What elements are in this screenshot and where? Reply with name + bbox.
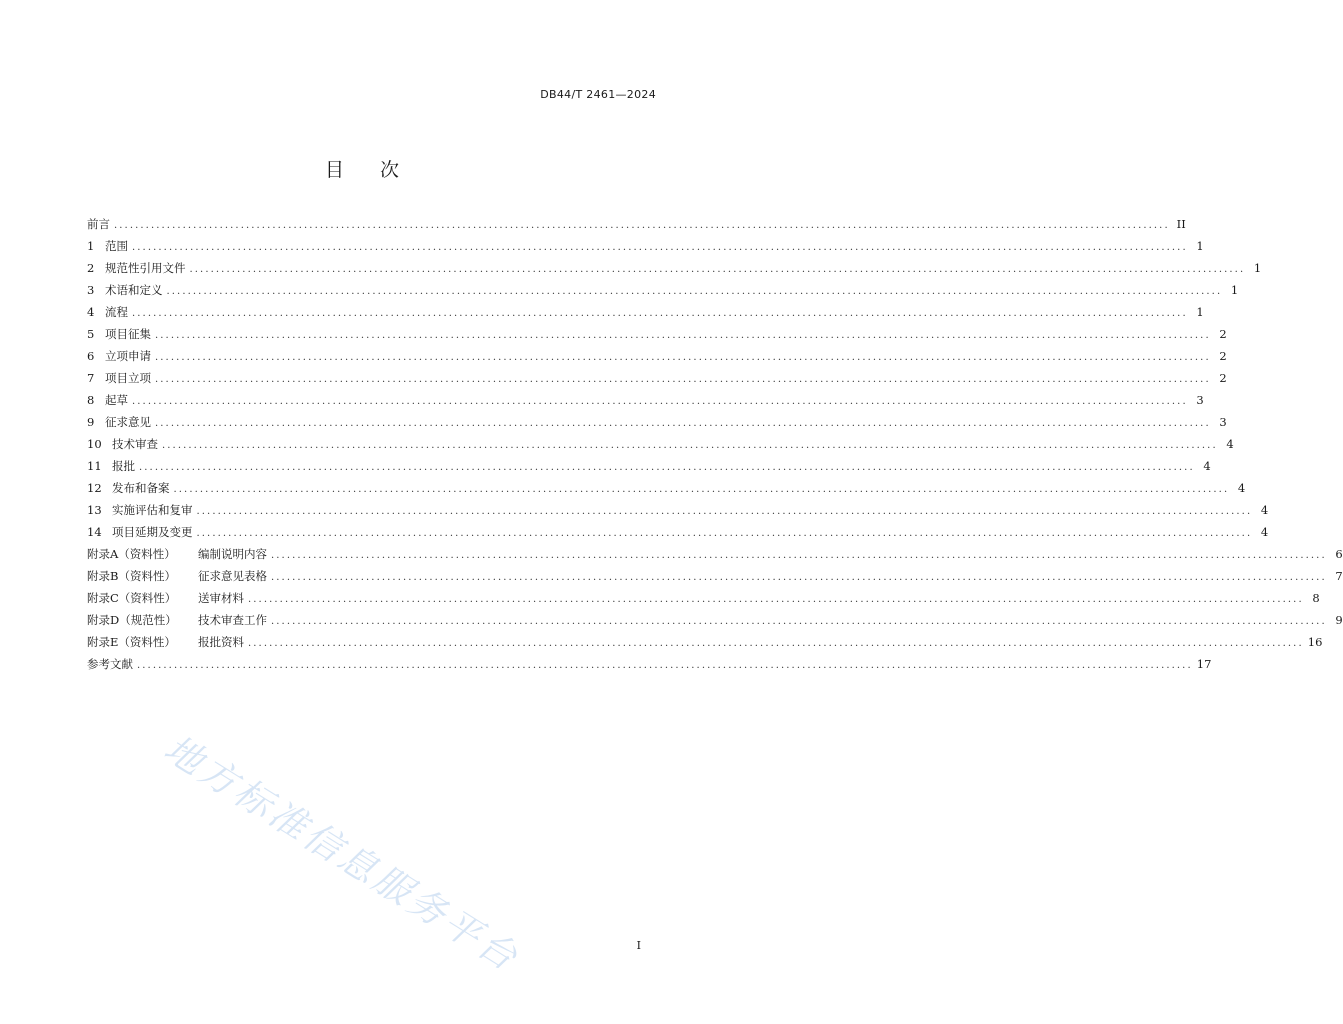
toc-entry-number: 4 bbox=[87, 305, 95, 319]
toc-entry-number: 11 bbox=[87, 459, 102, 473]
toc-entry-label: 前言 bbox=[87, 217, 110, 231]
toc-dot-leader: ........................................................................................................................................................................................................ bbox=[155, 352, 1211, 363]
toc-entry-label: 立项申请 bbox=[105, 349, 151, 363]
toc-entry-page: 17 bbox=[1196, 657, 1212, 671]
toc-entry[interactable] bbox=[87, 499, 1269, 521]
page-title: 目次 bbox=[324, 159, 435, 181]
toc-entry[interactable] bbox=[87, 301, 1204, 323]
toc-entry-annex[interactable] bbox=[87, 587, 1320, 609]
toc-entry-page: 6 bbox=[1335, 547, 1343, 561]
toc-entry-page: 3 bbox=[1196, 393, 1204, 407]
toc-entry-label: 技术审查工作 bbox=[198, 613, 267, 627]
toc-dot-leader: ........................................................................................................................................................................................................ bbox=[271, 616, 1327, 627]
toc-entry-annex[interactable] bbox=[87, 565, 1343, 587]
toc-entry[interactable] bbox=[87, 279, 1239, 301]
toc-entry-page: 1 bbox=[1230, 283, 1239, 297]
toc-entry-label: 实施评估和复审 bbox=[112, 503, 193, 517]
toc-entry[interactable] bbox=[87, 345, 1227, 367]
toc-entry-label: 流程 bbox=[105, 305, 128, 319]
toc-entry-label: 征求意见 bbox=[105, 415, 151, 429]
toc-entry-page: 7 bbox=[1335, 569, 1343, 583]
toc-entry-label: 项目延期及变更 bbox=[112, 525, 193, 539]
toc-entry-label: 送审材料 bbox=[198, 591, 244, 605]
toc-dot-leader: ........................................................................................................................................................................................................ bbox=[162, 440, 1218, 451]
toc-dot-leader: ........................................................................................................................................................................................................ bbox=[132, 396, 1188, 407]
toc-entry-page: 16 bbox=[1307, 635, 1323, 649]
toc-dot-leader: ........................................................................................................................................................................................................ bbox=[139, 462, 1195, 473]
toc-dot-leader: ........................................................................................................................................................................................................ bbox=[196, 528, 1253, 539]
toc-entry-number: 10 bbox=[87, 437, 102, 451]
toc-entry-label: 项目征集 bbox=[105, 327, 151, 341]
toc-entry-page: 9 bbox=[1335, 613, 1343, 627]
toc-entry-label: 征求意见表格 bbox=[198, 569, 267, 583]
toc-entry-page: 4 bbox=[1260, 525, 1269, 539]
toc-entry-label: 起草 bbox=[105, 393, 128, 407]
document-code: DB44/T 2461—2024 bbox=[540, 88, 656, 101]
toc-dot-leader: ........................................................................................................................................................................................................ bbox=[132, 308, 1188, 319]
toc-entry[interactable] bbox=[87, 433, 1234, 455]
toc-entry-page: 4 bbox=[1203, 459, 1211, 473]
toc-dot-leader: ........................................................................................................................................................................................................ bbox=[137, 660, 1193, 671]
toc-entry-label: 规范性引用文件 bbox=[105, 261, 186, 275]
toc-dot-leader: ........................................................................................................................................................................................................ bbox=[155, 374, 1211, 385]
toc-dot-leader: ........................................................................................................................................................................................................ bbox=[189, 264, 1246, 275]
toc-entry-page: 2 bbox=[1219, 349, 1227, 363]
toc-entry[interactable] bbox=[87, 213, 1186, 235]
toc-annex-number: 附录C（资料性） bbox=[87, 591, 177, 605]
toc-dot-leader: ........................................................................................................................................................................................................ bbox=[196, 506, 1253, 517]
toc-dot-leader: ........................................................................................................................................................................................................ bbox=[248, 594, 1304, 605]
toc-entry-page: 2 bbox=[1219, 327, 1227, 341]
toc-entry[interactable] bbox=[87, 521, 1269, 543]
toc-entry-page: 3 bbox=[1219, 415, 1227, 429]
toc-entry-number: 6 bbox=[87, 349, 95, 363]
toc-dot-leader: ........................................................................................................................................................................................................ bbox=[114, 220, 1170, 231]
toc-entry-number: 12 bbox=[87, 481, 102, 495]
toc-entry[interactable] bbox=[87, 477, 1246, 499]
toc-dot-leader: ........................................................................................................................................................................................................ bbox=[155, 330, 1211, 341]
page-number: I bbox=[636, 939, 641, 952]
toc-entry-page: 1 bbox=[1196, 239, 1204, 253]
toc-dot-leader: ........................................................................................................................................................................................................ bbox=[132, 242, 1188, 253]
toc-entry[interactable] bbox=[87, 257, 1262, 279]
toc-entry-page: 8 bbox=[1312, 591, 1320, 605]
toc-entry-page: II bbox=[1176, 217, 1186, 231]
toc-entry-label: 编制说明内容 bbox=[198, 547, 267, 561]
toc-entry-number: 7 bbox=[87, 371, 95, 385]
toc-dot-leader: ........................................................................................................................................................................................................ bbox=[166, 286, 1223, 297]
toc-entry-page: 4 bbox=[1260, 503, 1269, 517]
toc-entry-label: 发布和备案 bbox=[112, 481, 170, 495]
toc-entry-number: 5 bbox=[87, 327, 95, 341]
toc-entry[interactable] bbox=[87, 411, 1227, 433]
toc-entry-number: 3 bbox=[87, 283, 95, 297]
toc-entry-number: 1 bbox=[87, 239, 95, 253]
watermark: 地方标准信息服务平台 bbox=[156, 726, 528, 981]
table-of-contents bbox=[87, 213, 1343, 675]
toc-entry-page: 1 bbox=[1253, 261, 1262, 275]
toc-annex-number: 附录A（资料性） bbox=[87, 547, 176, 561]
toc-entry[interactable] bbox=[87, 455, 1211, 477]
toc-entry-label: 项目立项 bbox=[105, 371, 151, 385]
toc-dot-leader: ........................................................................................................................................................................................................ bbox=[155, 418, 1211, 429]
toc-dot-leader: ........................................................................................................................................................................................................ bbox=[271, 572, 1327, 583]
toc-entry-number: 14 bbox=[87, 525, 102, 539]
toc-dot-leader: ........................................................................................................................................................................................................ bbox=[173, 484, 1230, 495]
toc-entry[interactable] bbox=[87, 323, 1227, 345]
toc-annex-number: 附录D（规范性） bbox=[87, 613, 177, 627]
toc-entry-page: 1 bbox=[1196, 305, 1204, 319]
toc-dot-leader: ........................................................................................................................................................................................................ bbox=[248, 638, 1304, 649]
toc-entry-annex[interactable] bbox=[87, 631, 1323, 653]
toc-entry-number: 2 bbox=[87, 261, 95, 275]
toc-entry-number: 8 bbox=[87, 393, 95, 407]
toc-entry[interactable] bbox=[87, 653, 1212, 675]
toc-entry-label: 术语和定义 bbox=[105, 283, 163, 297]
toc-entry-label: 参考文献 bbox=[87, 657, 133, 671]
toc-entry-page: 4 bbox=[1237, 481, 1246, 495]
toc-entry-label: 报批资料 bbox=[198, 635, 244, 649]
toc-entry[interactable] bbox=[87, 389, 1204, 411]
toc-entry-number: 13 bbox=[87, 503, 102, 517]
toc-entry-page: 4 bbox=[1226, 437, 1234, 451]
toc-dot-leader: ........................................................................................................................................................................................................ bbox=[271, 550, 1327, 561]
toc-annex-number: 附录E（资料性） bbox=[87, 635, 176, 649]
toc-entry-number: 9 bbox=[87, 415, 95, 429]
toc-entry-label: 报批 bbox=[112, 459, 135, 473]
toc-entry[interactable] bbox=[87, 235, 1204, 257]
toc-entry-label: 技术审查 bbox=[112, 437, 158, 451]
toc-entry[interactable] bbox=[87, 367, 1227, 389]
toc-entry-annex[interactable] bbox=[87, 543, 1343, 565]
toc-entry-label: 范围 bbox=[105, 239, 128, 253]
toc-annex-number: 附录B（资料性） bbox=[87, 569, 176, 583]
toc-entry-annex[interactable] bbox=[87, 609, 1343, 631]
toc-entry-page: 2 bbox=[1219, 371, 1227, 385]
